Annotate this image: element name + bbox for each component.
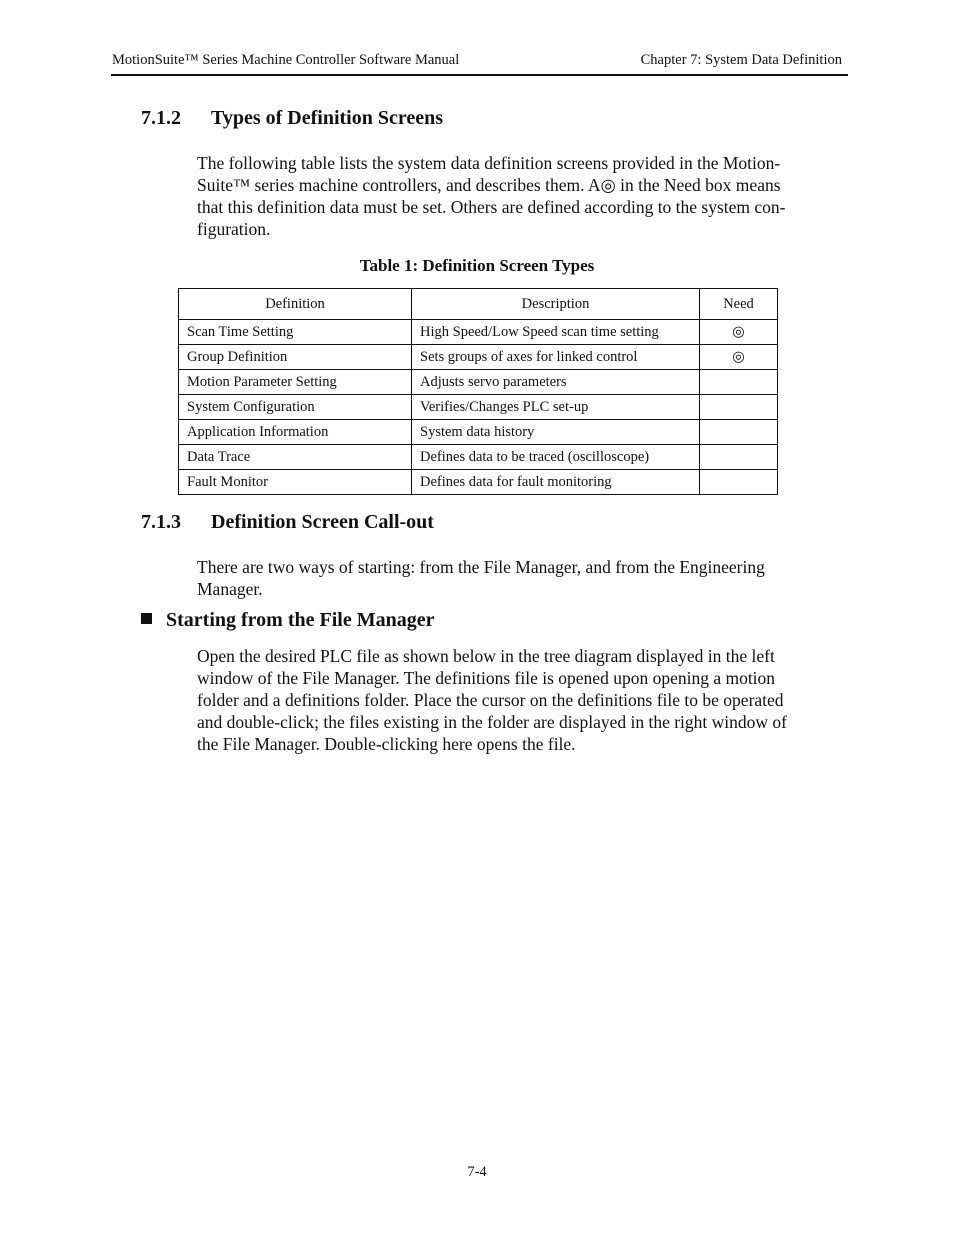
table-row — [179, 320, 778, 345]
page-number: 7-4 — [467, 1164, 487, 1180]
section-title: Types of Definition Screens — [211, 107, 444, 129]
table-caption: Table 1: Definition Screen Types — [359, 256, 595, 275]
cell-definition: Data Trace — [179, 445, 412, 470]
paragraph-line: Open the desired PLC file as shown below in the tree diagram displayed in the left — [197, 646, 775, 666]
cell-need — [700, 470, 778, 495]
table-row — [179, 345, 778, 370]
cell-description: Adjusts servo parameters — [412, 370, 700, 395]
cell-definition: Group Definition — [179, 345, 412, 370]
table-row — [179, 470, 778, 495]
column-header-description: Description — [412, 289, 700, 320]
cell-need — [700, 420, 778, 445]
paragraph-line: and double-click; the files existing in the folder are displayed in the right window of — [197, 712, 787, 732]
paragraph-line: There are two ways of starting: from the File Manager, and from the Engineering — [197, 557, 765, 577]
paragraph-line: that this definition data must be set. Others are defined according to the system con- — [197, 197, 786, 217]
page-header-right: Chapter 7: System Data Definition — [640, 52, 842, 68]
cell-description: Defines data for fault monitoring — [412, 470, 700, 495]
cell-need: ◎ — [700, 320, 778, 345]
cell-definition: Application Information — [179, 420, 412, 445]
cell-description: Sets groups of axes for linked control — [412, 345, 700, 370]
subsection-heading — [141, 609, 434, 632]
cell-description: High Speed/Low Speed scan time setting — [412, 320, 700, 345]
page-header-left: MotionSuite™ Series Machine Controller Software Manual — [112, 52, 460, 68]
paragraph-line: Manager. — [197, 579, 263, 599]
paragraph-line: window of the File Manager. The definitions file is opened upon opening a motion — [197, 668, 776, 688]
cell-definition: Fault Monitor — [179, 470, 412, 495]
paragraph-line: figuration. — [197, 219, 271, 239]
cell-definition: System Configuration — [179, 395, 412, 420]
paragraph-line: folder and a definitions folder. Place the cursor on the definitions file to be operated — [197, 690, 784, 710]
column-header-need: Need — [700, 289, 778, 320]
cell-need — [700, 445, 778, 470]
section-712-paragraph — [197, 152, 837, 240]
table-row — [179, 420, 778, 445]
column-header-definition: Definition — [179, 289, 412, 320]
section-heading-713 — [141, 511, 434, 534]
cell-definition: Motion Parameter Setting — [179, 370, 412, 395]
cell-need — [700, 370, 778, 395]
cell-description: Verifies/Changes PLC set-up — [412, 395, 700, 420]
subsection-paragraph — [197, 645, 837, 755]
section-number: 7.1.2 — [141, 107, 181, 129]
table-row — [179, 395, 778, 420]
table-header-row — [179, 289, 778, 320]
section-number: 7.1.3 — [141, 511, 181, 533]
header-divider — [111, 74, 848, 76]
cell-definition: Scan Time Setting — [179, 320, 412, 345]
section-heading-712 — [141, 107, 443, 130]
definition-screen-table — [178, 288, 778, 495]
cell-need — [700, 395, 778, 420]
subsection-title: Starting from the File Manager — [166, 609, 435, 631]
square-bullet-icon — [141, 613, 152, 624]
paragraph-line: Suite™ series machine controllers, and describes them. A◎ in the Need box means — [197, 175, 781, 195]
paragraph-line: the File Manager. Double-clicking here opens the file. — [197, 734, 576, 754]
cell-need: ◎ — [700, 345, 778, 370]
table-row — [179, 370, 778, 395]
section-title: Definition Screen Call-out — [211, 511, 434, 533]
paragraph-line: The following table lists the system data definition screens provided in the Motion- — [197, 153, 781, 173]
section-713-paragraph — [197, 556, 837, 600]
cell-description: System data history — [412, 420, 700, 445]
cell-description: Defines data to be traced (oscilloscope) — [412, 445, 700, 470]
table-row — [179, 445, 778, 470]
